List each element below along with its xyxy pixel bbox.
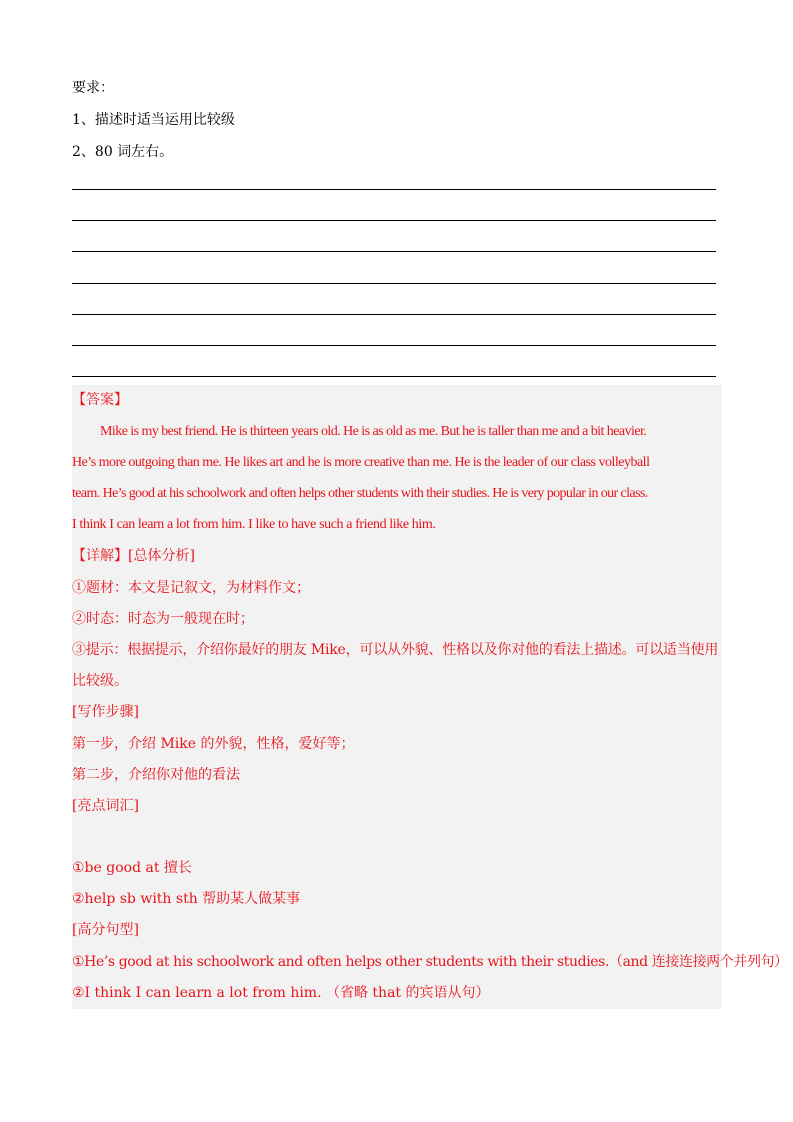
essay-line-4: I think I can learn a lot from him. I like to have such a friend like him. bbox=[72, 517, 436, 532]
writing-line bbox=[72, 283, 716, 284]
writing-line bbox=[72, 189, 716, 190]
vocab-heading: [亮点词汇] bbox=[72, 798, 139, 814]
answer-section bbox=[72, 385, 722, 1009]
writing-line bbox=[72, 220, 716, 221]
step-2: 第二步，介绍你对他的看法 bbox=[72, 767, 240, 783]
vocab-item-2: ②help sb with sth 帮助某人做某事 bbox=[72, 891, 301, 907]
sentence-heading: [高分句型] bbox=[72, 922, 139, 938]
analysis-point-1: ①题材：本文是记叙文，为材料作文； bbox=[72, 580, 310, 596]
analysis-point-3: ③提示：根据提示，介绍你最好的朋友 Mike，可以从外貌、性格以及你对他的看法上描述。可以适当使用 bbox=[72, 642, 719, 658]
answer-label: 【答案】 bbox=[72, 392, 128, 408]
writing-line bbox=[72, 376, 716, 377]
sentence-item-1: ①He’s good at his schoolwork and often helps other students with their studies.（and 连接连接两个并列句） bbox=[72, 954, 788, 970]
analysis-point-2: ②时态：时态为一般现在时； bbox=[72, 611, 254, 627]
step-1: 第一步，介绍 Mike 的外貌，性格，爱好等； bbox=[72, 736, 355, 752]
analysis-label: 【详解】[总体分析] bbox=[72, 548, 195, 564]
steps-heading: [写作步骤] bbox=[72, 704, 139, 720]
essay-line-3: team. He’s good at his schoolwork and often helps other students with their studies. He is very popular in our class. bbox=[72, 486, 648, 501]
requirement-item-2: 2、80 词左右。 bbox=[72, 144, 174, 160]
analysis-point-3-cont: 比较级。 bbox=[72, 673, 128, 689]
writing-line bbox=[72, 314, 716, 315]
requirements-title: 要求： bbox=[72, 80, 114, 96]
writing-line bbox=[72, 251, 716, 252]
essay-line-1: Mike is my best friend. He is thirteen years old. He is as old as me. But he is taller than me and a bit heavier. bbox=[100, 424, 647, 439]
sentence-item-2: ②I think I can learn a lot from him. （省略 that 的宾语从句） bbox=[72, 985, 490, 1001]
writing-line bbox=[72, 345, 716, 346]
essay-line-2: He’s more outgoing than me. He likes art and he is more creative than me. He is the leader of our class volleyball bbox=[72, 455, 650, 470]
vocab-item-1: ①be good at 擅长 bbox=[72, 860, 192, 876]
requirement-item-1: 1、描述时适当运用比较级 bbox=[72, 112, 235, 128]
